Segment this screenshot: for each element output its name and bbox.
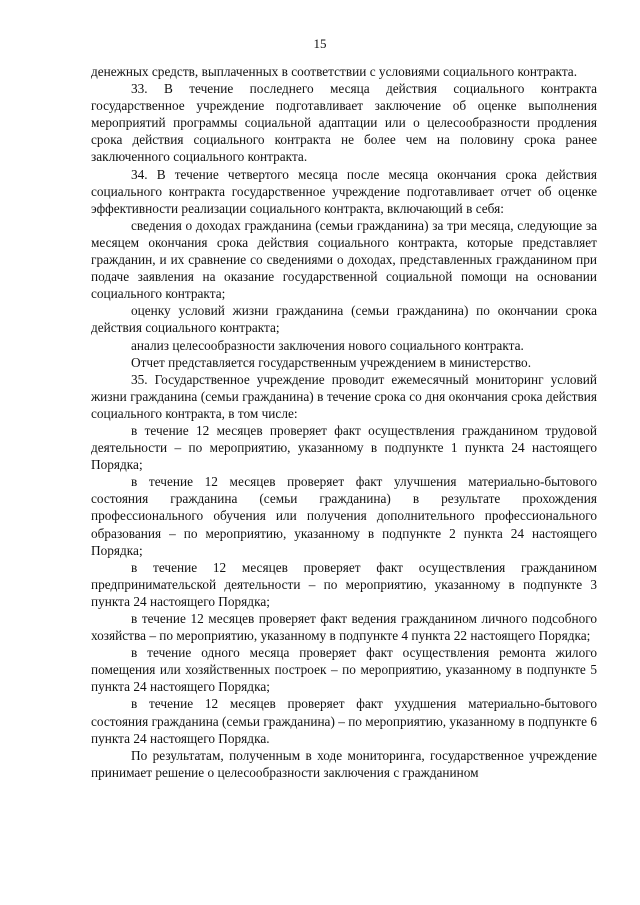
paragraph-report-submission: Отчет представляется государственным учреждением в министерство. <box>131 354 532 370</box>
paragraph-item-34: 34. В течение четвертого месяца после месяца окончания срока действия социального контракта государственное учреждение подготавливает отчет об оценке эффективности реализации социального контракта, включающий в себя: <box>91 166 597 216</box>
paragraph-new-contract-analysis: анализ целесообразности заключения нового социального контракта. <box>131 337 524 353</box>
paragraph-material-worsening: в течение 12 месяцев проверяет факт ухудшения материально-бытового состояния гражданина (семьи гражданина) – по мероприятию, указанному в подпункте 6 пункта 24 настоящего Порядка. <box>91 696 597 746</box>
paragraph-item-33: 33. В течение последнего месяца действия социального контракта государственное учреждение подготавливает заключение об оценке выполнения мероприятий программы социальной адаптации или о целесообразности продления срока действия социального контракта не более чем на половину срока ранее заключенного социального контракта. <box>91 81 597 165</box>
paragraph-item-35: 35. Государственное учреждение проводит ежемесячный мониторинг условий жизни гражданина (семьи гражданина) в течение срока со дня окончания срока действия социального контракта, в том числе: <box>91 371 597 421</box>
paragraph-professional-training: в течение 12 месяцев проверяет факт улучшения материально-бытового состояния гражданина (семьи гражданина) в результате прохождения профессионального обучения или получения дополнительного профессионального образования – по мероприятию, указанному в подпункте 2 пункта 24 настоящего Порядка; <box>91 474 597 558</box>
paragraph-household-farming: в течение 12 месяцев проверяет факт ведения гражданином личного подсобного хозяйства – по мероприятию, указанному в подпункте 4 пункта 22 настоящего Порядка; <box>91 611 597 644</box>
paragraph-monitoring-results: По результатам, полученным в ходе мониторинга, государственное учреждение принимает решение о целесообразности заключения с гражданином <box>91 747 597 780</box>
document-body <box>91 63 597 781</box>
paragraph-housing-repair: в течение одного месяца проверяет факт осуществления ремонта жилого помещения или хозяйственных построек – по мероприятию, указанному в подпункте 5 пункта 24 настоящего Порядка; <box>91 645 597 695</box>
paragraph-continuation: денежных средств, выплаченных в соответствии с условиями социального контракта. <box>91 64 578 79</box>
paragraph-labor-activity: в течение 12 месяцев проверяет факт осуществления гражданином трудовой деятельности – по мероприятию, указанному в подпункте 1 пункта 24 настоящего Порядка; <box>91 422 597 473</box>
paragraph-living-conditions: оценку условий жизни гражданина (семьи гражданина) по окончании срока действия социального контракта; <box>91 303 597 336</box>
page-number: 15 <box>313 36 327 51</box>
paragraph-income-info: сведения о доходах гражданина (семьи гражданина) за три месяца, следующие за месяцем окончания срока действия социального контракта, которые представляет гражданин, и их сравнение со сведениями о доходах, представленных гражданином при подаче заявления на оказание государственной социальной помощи на основании социального контракта; <box>91 217 597 302</box>
paragraph-entrepreneurship: в течение 12 месяцев проверяет факт осуществления гражданином предпринимательской деятельности – по мероприятию, указанному в подпункте 3 пункта 24 настоящего Порядка; <box>91 559 597 609</box>
